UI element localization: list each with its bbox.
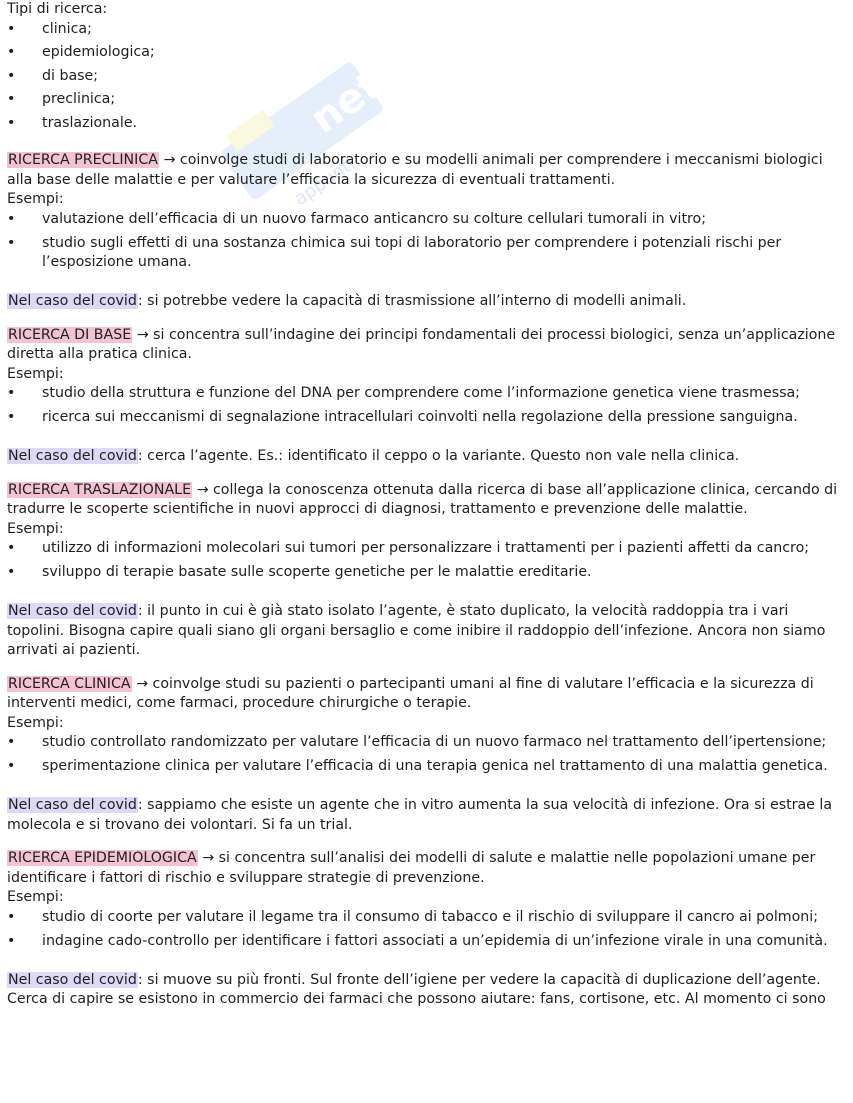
section-heading: RICERCA PRECLINICA — [8, 152, 158, 168]
examples-list — [7, 908, 839, 952]
example-item: • studio della struttura e funzione del DNA per comprendere come l’informazione genetica viene trasmessa; — [7, 384, 839, 404]
examples-list — [7, 384, 839, 428]
covid-label: Nel caso del covid — [8, 603, 137, 619]
list-item: • preclinica; — [7, 90, 839, 110]
examples-label: Esempi: — [7, 889, 64, 905]
list-item: • clinica; — [7, 20, 839, 40]
research-section — [7, 137, 839, 312]
section-intro — [7, 675, 839, 714]
section-description: coinvolge studi di laboratorio e su modelli animali per comprendere i meccanismi biologici alla base delle malattie e per valutare l’efficacia la sicurezza di eventuali trattamenti. — [7, 152, 823, 188]
list-item: • traslazionale. — [7, 114, 839, 134]
examples-label: Esempi: — [7, 365, 64, 382]
intro-title: Tipi di ricerca: — [7, 1, 108, 17]
research-section — [7, 312, 839, 467]
examples-list — [7, 539, 839, 583]
covid-label: Nel caso del covid — [8, 448, 137, 464]
examples-list — [7, 733, 839, 777]
covid-note — [7, 602, 839, 661]
example-item: • indagine cado-controllo per identificare i fattori associati a un’epidemia di un’infezione virale in una comunità. — [7, 932, 839, 952]
section-heading: RICERCA CLINICA — [8, 675, 131, 692]
document-page — [7, 0, 839, 1010]
covid-text: : si muove su più fronti. Sul fronte dell’igiene per vedere la capacità di duplicazione dell’agente. Cerca di capire se esistono in commercio dei farmaci che possono aiutare: fans, cortisone, etc. Al momento ci sono — [7, 971, 826, 1007]
list-item: • di base; — [7, 67, 839, 87]
watermark-text: net — [302, 62, 390, 143]
intro-list — [7, 20, 839, 134]
covid-note — [7, 971, 839, 1010]
section-heading: RICERCA EPIDEMIOLOGICA — [8, 850, 197, 866]
examples-label: Esempi: — [7, 520, 64, 537]
example-item: • valutazione dell’efficacia di un nuovo farmaco anticancro su colture cellulari tumorali in vitro; — [7, 210, 839, 230]
covid-note — [7, 292, 839, 312]
section-intro — [7, 151, 839, 190]
section-heading: RICERCA TRASLAZIONALE — [8, 481, 192, 498]
example-item: • ricerca sui meccanismi di segnalazione intracellulari coinvolti nella regolazione della pressione sanguigna. — [7, 408, 839, 428]
section-intro — [7, 326, 839, 365]
covid-label: Nel caso del covid — [8, 797, 137, 813]
examples-label: Esempi: — [7, 714, 64, 731]
examples-label: Esempi: — [7, 191, 64, 207]
section-description: si concentra sull’analisi dei modelli di salute e malattie nelle popolazioni umane per identificare i fattori di rischio e sviluppare strategie di prevenzione. — [7, 850, 816, 886]
covid-label: Nel caso del covid — [8, 293, 137, 309]
example-item: • sperimentazione clinica per valutare l’efficacia di una terapia genica nel trattamento di una malattia genetica. — [7, 757, 839, 777]
covid-note — [7, 447, 839, 467]
covid-text: : si potrebbe vedere la capacità di trasmissione all’interno di modelli animali. — [137, 293, 687, 309]
covid-text: : sappiamo che esiste un agente che in vitro aumenta la sua velocità di infezione. Ora si estrae la molecola e si trovano dei volontari. Si fa un trial. — [7, 797, 833, 833]
watermark-subtext: appunti — [290, 153, 359, 210]
arrow-icon: → — [136, 326, 149, 343]
research-section — [7, 661, 839, 836]
section-intro — [7, 849, 839, 888]
arrow-icon: → — [136, 675, 148, 692]
covid-note — [7, 796, 839, 835]
section-intro — [7, 481, 839, 520]
arrow-icon: → — [163, 152, 176, 168]
covid-text: : cerca l’agente. Es.: identificato il ceppo o la variante. Questo non vale nella clinica. — [137, 448, 740, 464]
example-item: • sviluppo di terapie basate sulle scoperte genetiche per le malattie ereditarie. — [7, 563, 839, 583]
sections-container — [7, 137, 839, 1010]
example-item: • studio di coorte per valutare il legame tra il consumo di tabacco e il rischio di sviluppare il cancro ai polmoni; — [7, 908, 839, 928]
section-description: si concentra sull’indagine dei principi fondamentali dei processi biologici, senza un’applicazione diretta alla pratica clinica. — [7, 326, 836, 362]
examples-list — [7, 210, 839, 273]
example-item: • studio sugli effetti di una sostanza chimica sui topi di laboratorio per comprendere i potenziali rischi per l’esposizione umana. — [7, 234, 839, 273]
covid-label: Nel caso del covid — [8, 971, 137, 988]
section-description: coinvolge studi su pazienti o partecipanti umani al fine di valutare l’efficacia e la sicurezza di interventi medici, come farmaci, procedure chirurgiche o terapie. — [7, 675, 814, 711]
arrow-icon: → — [196, 481, 209, 498]
section-heading: RICERCA DI BASE — [8, 326, 132, 343]
arrow-icon: → — [202, 850, 215, 866]
example-item: • utilizzo di informazioni molecolari sui tumori per personalizzare i trattamenti per i pazienti affetti da cancro; — [7, 539, 839, 559]
research-section — [7, 835, 839, 1010]
covid-text: : il punto in cui è già stato isolato l’agente, è stato duplicato, la velocità raddoppia tra i vari topolini. Bisogna capire quali siano gli organi bersaglio e come inibire il raddoppio dell’infezione. Ancora non siamo arrivati ai pazienti. — [7, 603, 826, 658]
example-item: • studio controllato randomizzato per valutare l’efficacia di un nuovo farmaco nel trattamento dell’ipertensione; — [7, 733, 839, 753]
list-item: • epidemiologica; — [7, 43, 839, 63]
section-description: collega la conoscenza ottenuta dalla ricerca di base all’applicazione clinica, cercando di tradurre le scoperte scientifiche in nuovi approcci di diagnosi, trattamento e prevenzione delle malattie. — [7, 481, 838, 517]
research-section — [7, 467, 839, 661]
